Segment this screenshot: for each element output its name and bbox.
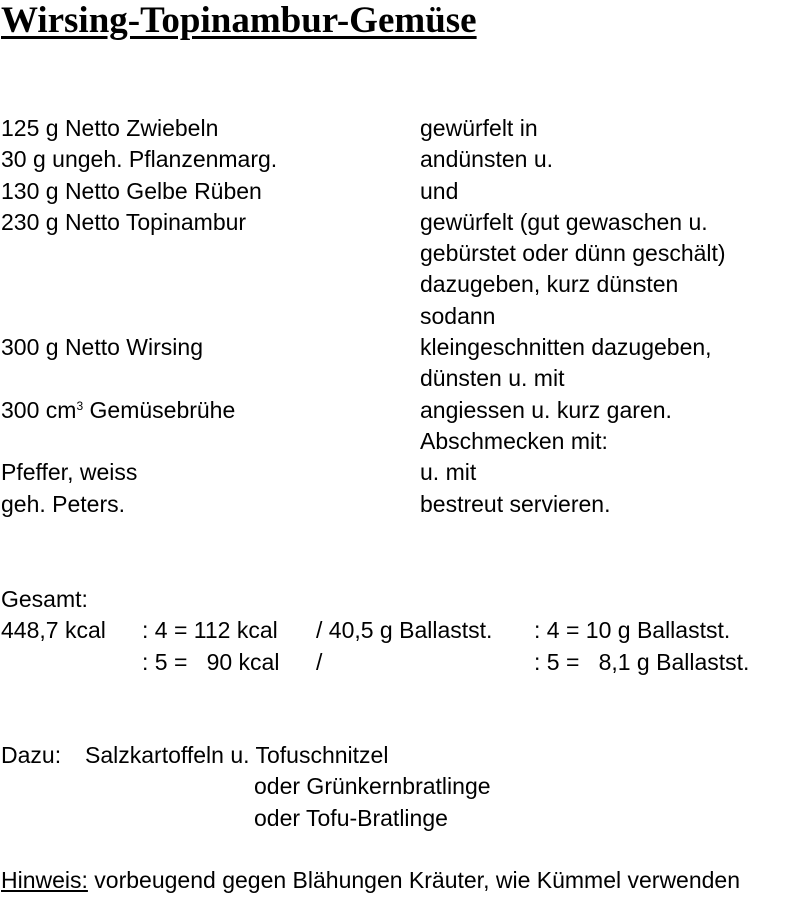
recipe-title: Wirsing-Topinambur-Gemüse <box>1 0 477 41</box>
ingredient-item: Pfeffer, weiss <box>1 459 138 486</box>
fiber-total: / 40,5 g Ballastst. <box>316 617 493 644</box>
hint-label: Hinweis: <box>1 867 88 893</box>
ingredient-row <box>1 113 785 144</box>
ingredient-item-amount: 300 cm <box>1 396 77 423</box>
ingredient-row <box>1 363 785 394</box>
ingredient-row <box>1 489 785 520</box>
ingredient-item-name: Gemüsebrühe <box>83 396 236 423</box>
fiber-per-portion: : 5 = 8,1 g Ballastst. <box>534 648 750 675</box>
ingredient-row <box>1 144 785 175</box>
ingredient-instruction: kleingeschnitten dazugeben, <box>420 334 712 361</box>
ingredient-item: 300 g Netto Wirsing <box>1 334 203 361</box>
serving-option: oder Grünkernbratlinge <box>254 773 491 800</box>
hint-text: vorbeugend gegen Blähungen Kräuter, wie Kümmel verwenden <box>87 867 741 893</box>
ingredient-instruction: und <box>420 177 459 204</box>
kcal-per-portion: : 5 = 90 kcal <box>142 648 280 675</box>
serving-row <box>1 803 785 834</box>
ingredient-instruction: gebürstet oder dünn geschält) <box>420 240 726 267</box>
kcal-total: 448,7 kcal <box>1 617 106 644</box>
hint-note <box>1 865 771 896</box>
ingredient-row <box>1 395 785 426</box>
ingredient-instruction: u. mit <box>420 459 477 486</box>
serving-row <box>1 771 785 802</box>
fiber-total: / <box>316 648 323 675</box>
ingredient-instruction: gewürfelt in <box>420 115 538 141</box>
ingredient-instruction: dazugeben, kurz dünsten <box>420 271 679 298</box>
ingredient-row <box>1 332 785 363</box>
ingredient-row <box>1 207 785 238</box>
ingredient-list <box>1 113 785 520</box>
serving-row <box>1 740 785 771</box>
fiber-per-portion: : 4 = 10 g Ballastst. <box>534 617 731 644</box>
totals-label: Gesamt: <box>1 586 88 612</box>
ingredient-item <box>1 395 235 426</box>
ingredient-instruction: gewürfelt (gut gewaschen u. <box>420 208 708 235</box>
totals-row <box>1 647 785 678</box>
ingredient-item: geh. Peters. <box>1 490 126 517</box>
totals-label-row <box>1 584 785 615</box>
ingredient-row <box>1 426 785 457</box>
superscript-three: 3 <box>76 398 84 413</box>
kcal-per-portion: : 4 = 112 kcal <box>142 617 278 644</box>
ingredient-instruction: dünsten u. mit <box>420 365 565 392</box>
ingredient-row <box>1 176 785 207</box>
serving-option: oder Tofu-Bratlinge <box>254 804 448 831</box>
ingredient-item: 125 g Netto Zwiebeln <box>1 115 219 141</box>
ingredient-item: 130 g Netto Gelbe Rüben <box>1 177 262 204</box>
ingredient-row <box>1 238 785 269</box>
ingredient-instruction: angiessen u. kurz garen. <box>420 396 672 423</box>
ingredient-row <box>1 301 785 332</box>
ingredient-item: 230 g Netto Topinambur <box>1 208 247 235</box>
serving-option: Salzkartoffeln u. Tofuschnitzel <box>85 742 389 768</box>
ingredient-instruction: bestreut servieren. <box>420 490 611 517</box>
ingredient-instruction: sodann <box>420 302 496 329</box>
ingredient-instruction: Abschmecken mit: <box>420 427 608 454</box>
serving-label: Dazu: <box>1 742 62 768</box>
ingredient-instruction: andünsten u. <box>420 146 554 173</box>
serving-suggestion <box>1 740 785 834</box>
totals-row <box>1 615 785 646</box>
nutrition-totals <box>1 584 785 678</box>
ingredient-row <box>1 269 785 300</box>
ingredient-row <box>1 457 785 488</box>
ingredient-item: 30 g ungeh. Pflanzenmarg. <box>1 146 278 173</box>
